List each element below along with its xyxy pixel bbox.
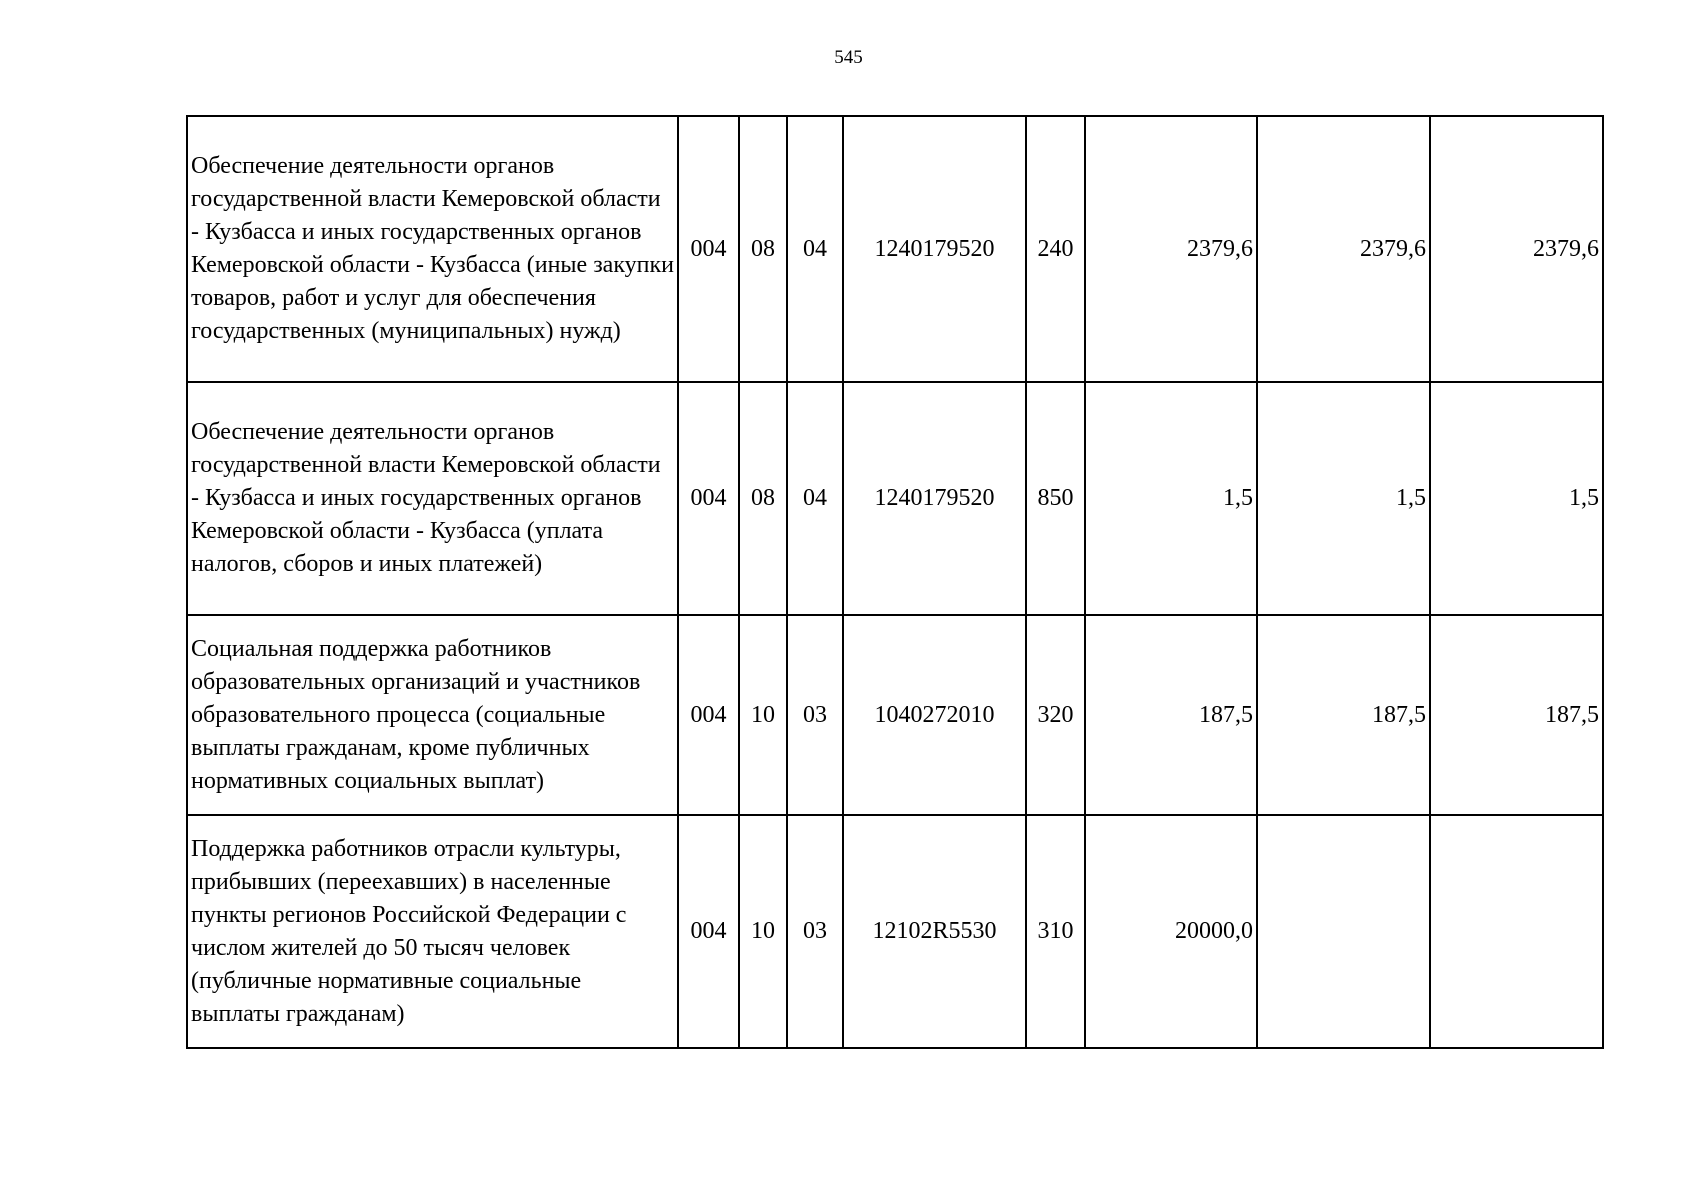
section-code: 10 (739, 815, 787, 1048)
subsection-code: 04 (787, 382, 843, 615)
expense-type-code: 320 (1026, 615, 1085, 815)
row-description: Обеспечение деятельности органов государственной власти Кемеровской области - Кузбасса и иных государственных органов Кемеровской области - Кузбасса (уплата налогов, сборов и иных платежей) (187, 382, 678, 615)
row-description: Обеспечение деятельности органов государственной власти Кемеровской области - Кузбасса и иных государственных органов Кемеровской области - Кузбасса (иные закупки товаров, работ и услуг для обеспечения государственных (муниципальных) нужд) (187, 116, 678, 382)
amount-2: 2379,6 (1257, 116, 1430, 382)
amount-1: 20000,0 (1085, 815, 1257, 1048)
amount-3: 187,5 (1430, 615, 1603, 815)
target-article-code: 12102R5530 (843, 815, 1026, 1048)
table-row (187, 116, 1603, 382)
table-row (187, 815, 1603, 1048)
row-description: Социальная поддержка работников образовательных организаций и участников образовательного процесса (социальные выплаты гражданам, кроме публичных нормативных социальных выплат) (187, 615, 678, 815)
subsection-code: 03 (787, 815, 843, 1048)
amount-2: 1,5 (1257, 382, 1430, 615)
target-article-code: 1240179520 (843, 382, 1026, 615)
ministry-code: 004 (678, 815, 739, 1048)
budget-table (186, 115, 1604, 1049)
ministry-code: 004 (678, 382, 739, 615)
ministry-code: 004 (678, 615, 739, 815)
section-code: 10 (739, 615, 787, 815)
amount-3 (1430, 815, 1603, 1048)
table-row (187, 615, 1603, 815)
ministry-code: 004 (678, 116, 739, 382)
row-description: Поддержка работников отрасли культуры, прибывших (переехавших) в населенные пункты регионов Российской Федерации с числом жителей до 50 тысяч человек (публичные нормативные социальные выплаты гражданам) (187, 815, 678, 1048)
amount-3: 1,5 (1430, 382, 1603, 615)
page-number: 545 (834, 47, 863, 68)
target-article-code: 1040272010 (843, 615, 1026, 815)
amount-2 (1257, 815, 1430, 1048)
section-code: 08 (739, 116, 787, 382)
amount-1: 187,5 (1085, 615, 1257, 815)
expense-type-code: 310 (1026, 815, 1085, 1048)
subsection-code: 04 (787, 116, 843, 382)
section-code: 08 (739, 382, 787, 615)
amount-1: 2379,6 (1085, 116, 1257, 382)
target-article-code: 1240179520 (843, 116, 1026, 382)
expense-type-code: 850 (1026, 382, 1085, 615)
subsection-code: 03 (787, 615, 843, 815)
amount-2: 187,5 (1257, 615, 1430, 815)
table-row (187, 382, 1603, 615)
amount-3: 2379,6 (1430, 116, 1603, 382)
amount-1: 1,5 (1085, 382, 1257, 615)
expense-type-code: 240 (1026, 116, 1085, 382)
